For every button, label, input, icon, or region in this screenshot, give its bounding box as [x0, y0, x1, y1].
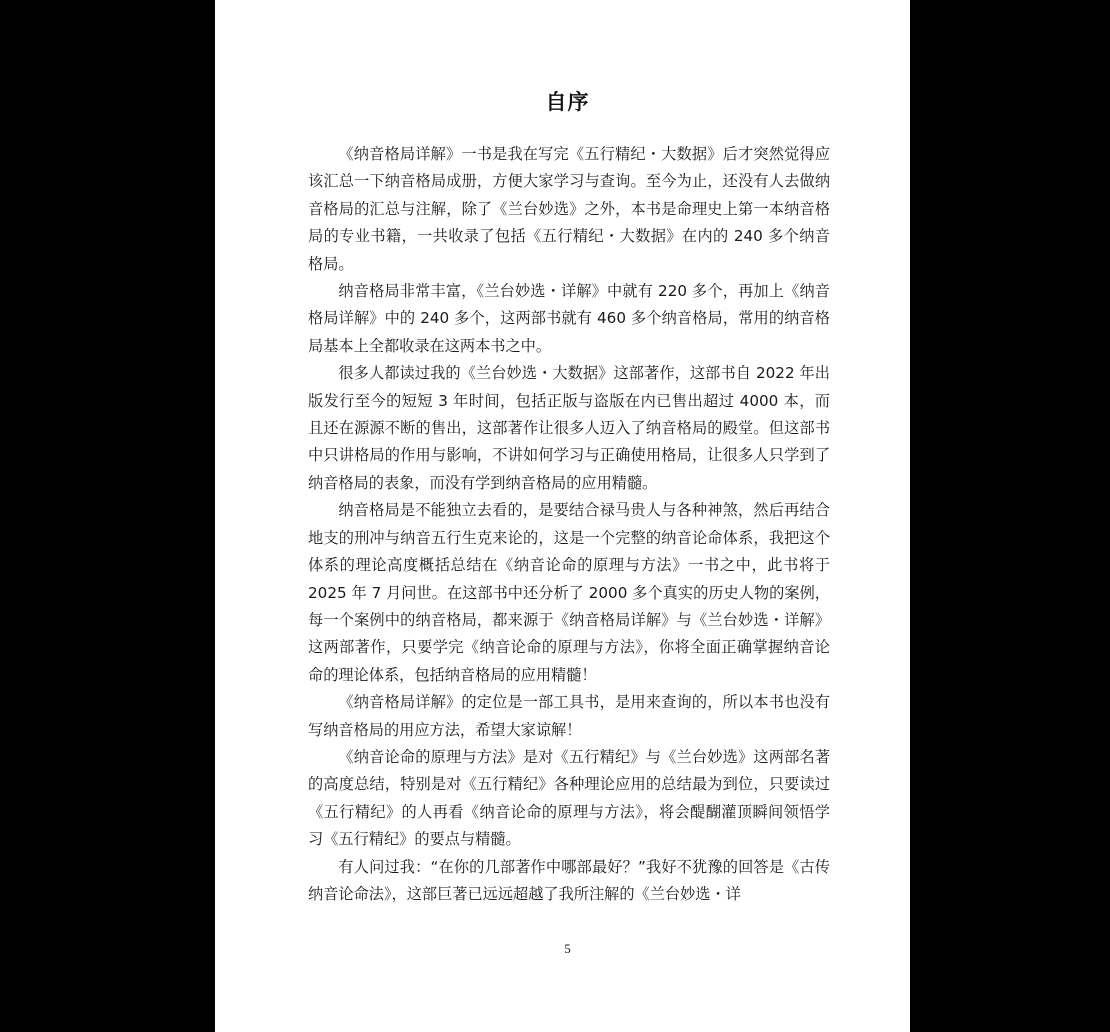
paragraph: 有人问过我：“在你的几部著作中哪部最好？”我好不犹豫的回答是《古传纳音论命法》，这部巨著已远远超越了我所注解的《兰台妙选・详 — [308, 857, 830, 903]
document-page — [215, 0, 910, 1032]
paragraph: 纳音格局是不能独立去看的，是要结合禄马贵人与各种神煞，然后再结合地支的刑冲与纳音五行生克来论的，这是一个完整的纳音论命体系，我把这个体系的理论高度概括总结在《纳音论命的原理与方法》一书之中，此书将于 2025 年 7 月问世。在这部书中还分析了 2000 多个真实的历史人物的案例，每一个案例中的纳音格局，都来源于《纳音格局详解》与《兰台妙选・详解》这两部著作，只要学完《纳音论命的原理与方法》，你将全面正确掌握纳音论命的理论体系，包括纳音格局的应用精髓！ — [308, 501, 830, 684]
paragraph: 纳音格局非常丰富，《兰台妙选・详解》中就有 220 多个，再加上《纳音格局详解》中的 240 多个，这两部书就有 460 多个纳音格局，常用的纳音格局基本上全都收录在这两本书之中。 — [308, 282, 830, 355]
paragraph: 《纳音格局详解》的定位是一部工具书，是用来查询的，所以本书也没有写纳音格局的用应方法，希望大家谅解！ — [308, 693, 830, 739]
page-number: 5 — [564, 941, 571, 956]
paragraph: 很多人都读过我的《兰台妙选・大数据》这部著作，这部书自 2022 年出版发行至今的短短 3 年时间，包括正版与盗版在内已售出超过 4000 本，而且还在源源不断的售出，这部著作让很多人迈入了纳音格局的殿堂。但这部书中只讲格局的作用与影响，不讲如何学习与正确使用格局，让很多人只学到了纳音格局的表象，而没有学到纳音格局的应用精髓。 — [308, 364, 830, 492]
body-text — [308, 141, 830, 908]
paragraph: 《纳音格局详解》一书是我在写完《五行精纪・大数据》后才突然觉得应该汇总一下纳音格局成册，方便大家学习与查询。至今为止，还没有人去做纳音格局的汇总与注解，除了《兰台妙选》之外，本书是命理史上第一本纳音格局的专业书籍，一共收录了包括《五行精纪・大数据》在内的 240 多个纳音格局。 — [308, 145, 830, 273]
paragraph: 《纳音论命的原理与方法》是对《五行精纪》与《兰台妙选》这两部名著的高度总结，特别是对《五行精纪》各种理论应用的总结最为到位，只要读过《五行精纪》的人再看《纳音论命的原理与方法》，将会醍醐灌顶瞬间领悟学习《五行精纪》的要点与精髓。 — [308, 747, 830, 849]
page-title: 自序 — [545, 90, 590, 114]
